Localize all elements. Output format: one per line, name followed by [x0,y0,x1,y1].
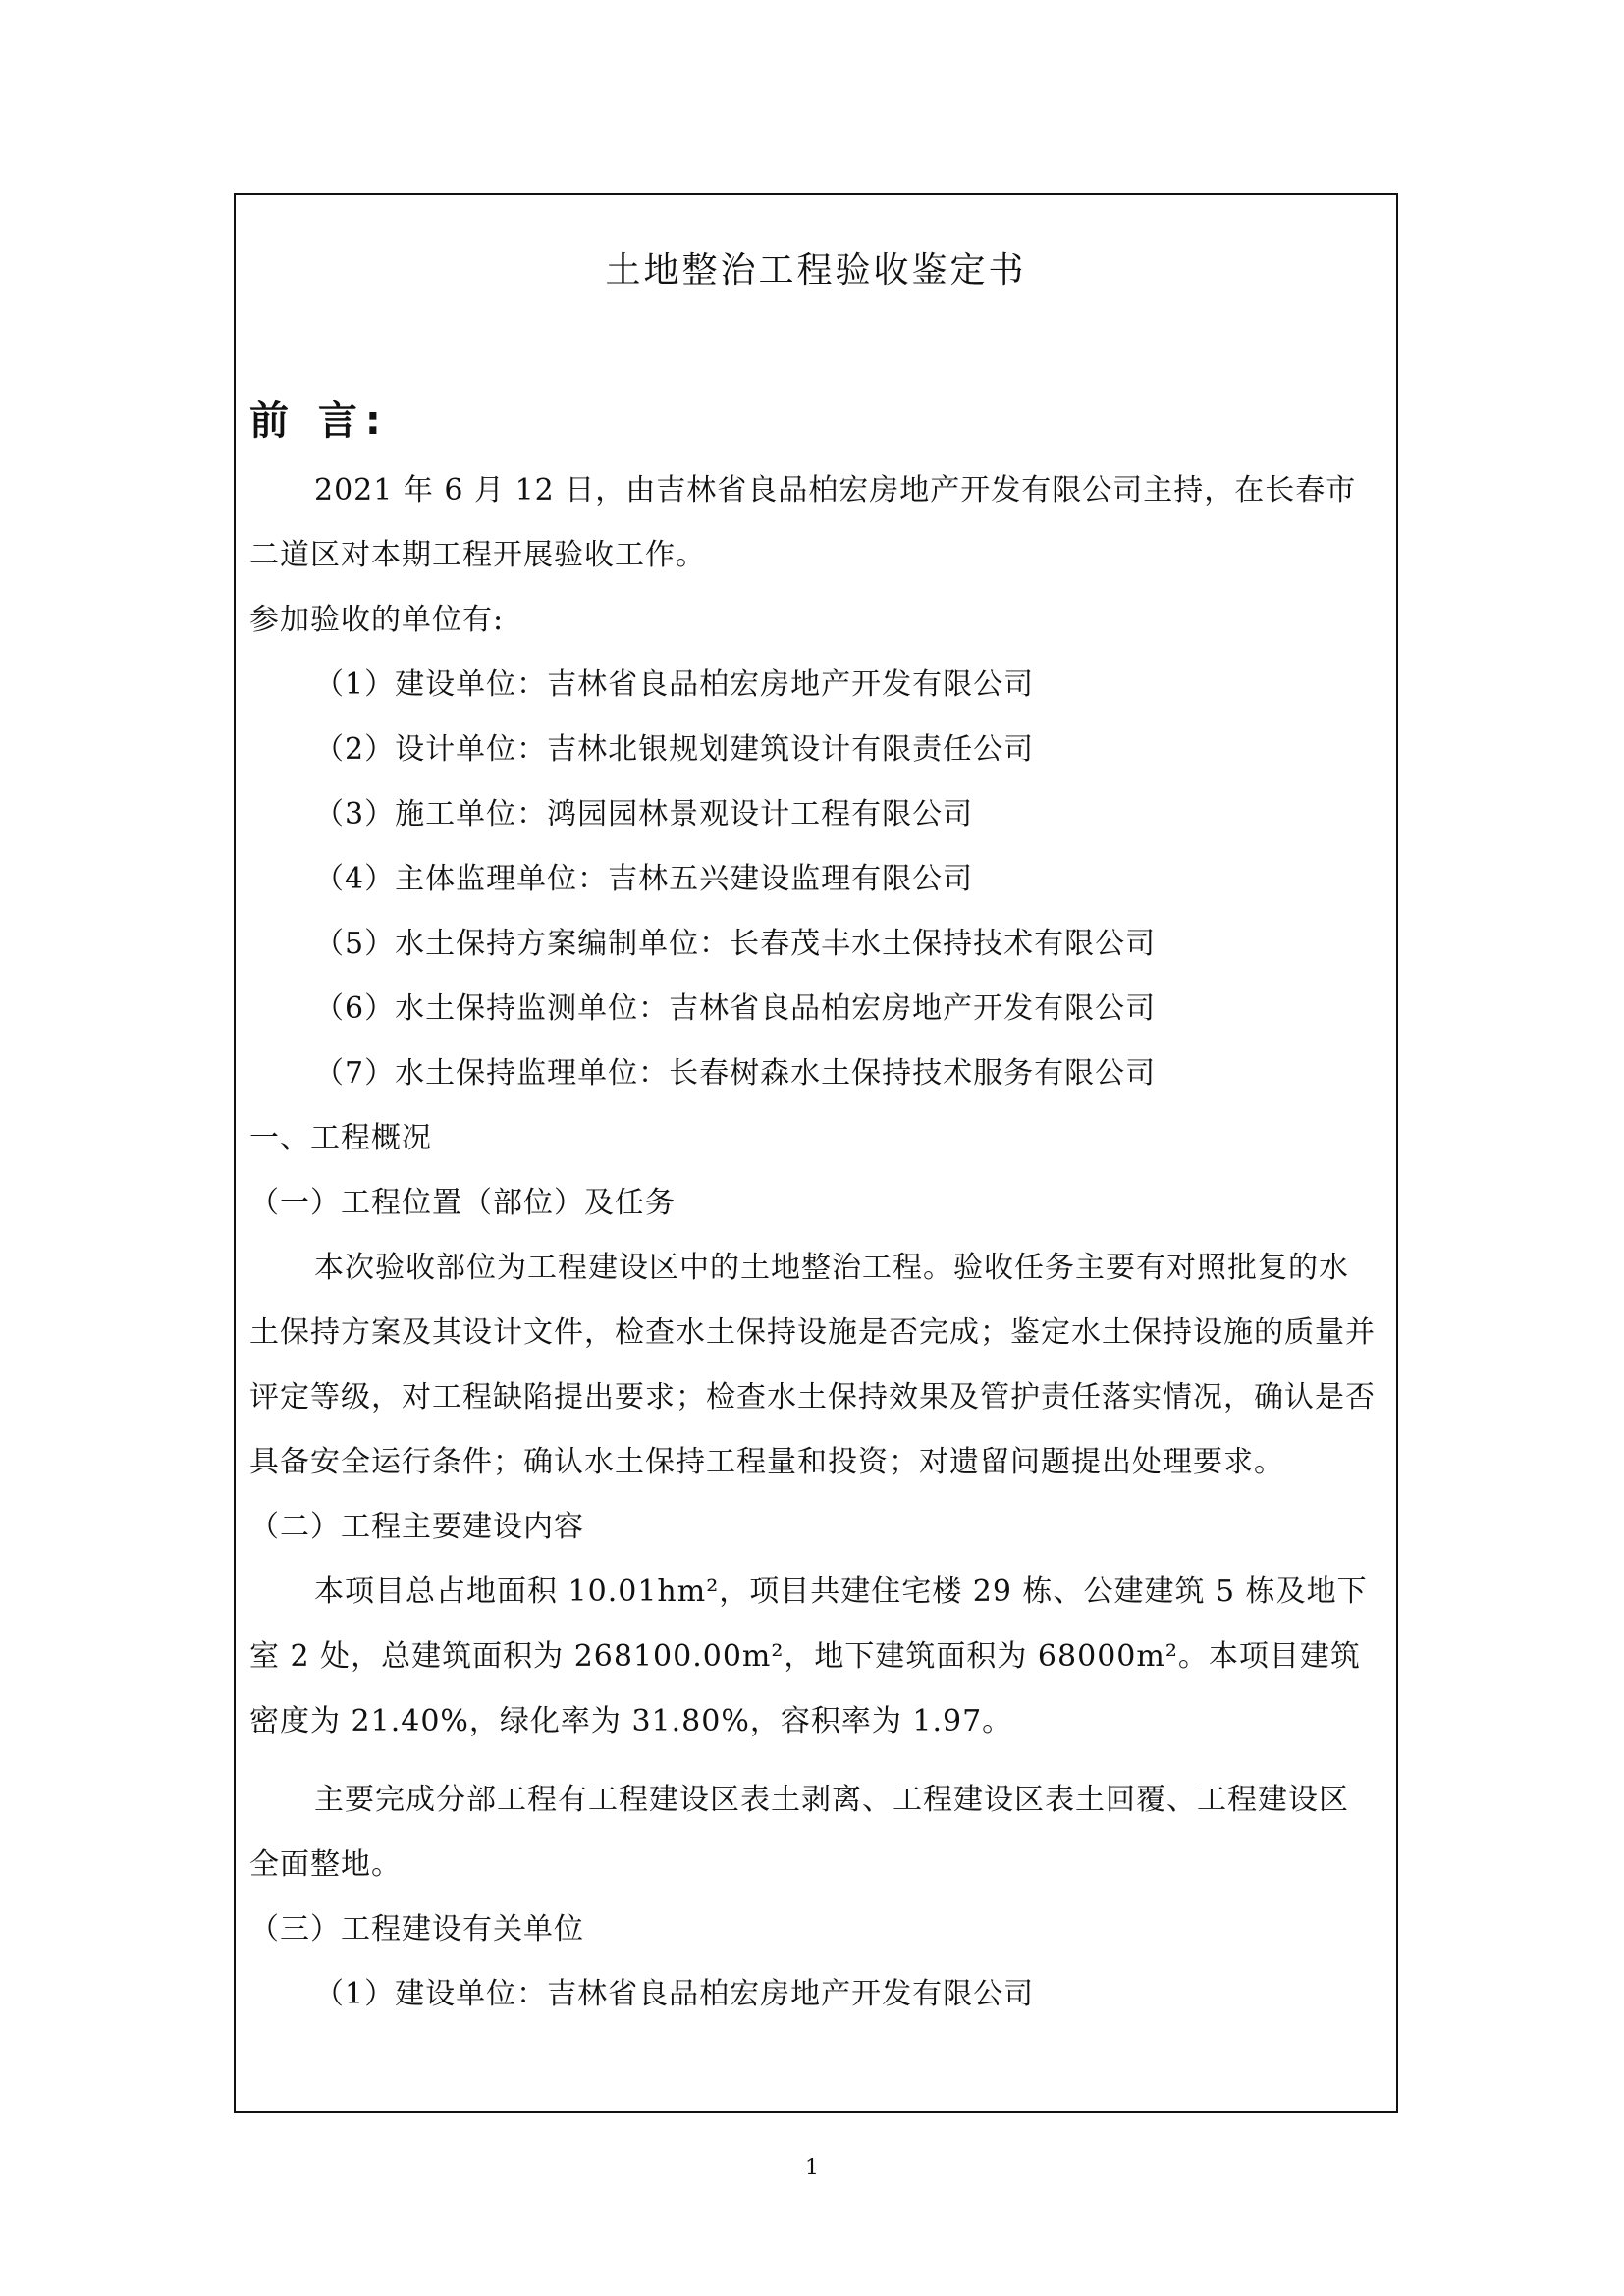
list-item-supervision-unit: （4）主体监理单位：吉林五兴建设监理有限公司 [314,862,974,896]
list-item-construction-unit: （1）建设单位：吉林省良品柏宏房地产开发有限公司 [314,667,1035,702]
paragraph-completed-works: 主要完成分部工程有工程建设区表土剥离、工程建设区表土回覆、工程建设区全面整地。 [249,1783,1349,1882]
paragraph-project-scale: 本项目总占地面积 10.01hm²，项目共建住宅楼 29 栋、公建建筑 5 栋及地下室 2 处，总建筑面积为 268100.00m²，地下建筑面积为 68000m²。本项目建筑密度为 21.40%，绿化率为 31.80%，容积率为 1.97。 [249,1575,1368,1738]
document-title: 土地整治工程验收鉴定书 [605,250,1027,291]
list-item-monitoring-unit: （6）水土保持监测单位：吉林省良品柏宏房地产开发有限公司 [314,991,1157,1026]
list-item-builder-unit: （3）施工单位：鸿园园林景观设计工程有限公司 [314,797,974,831]
paragraph-intro: 2021 年 6 月 12 日，由吉林省良品柏宏房地产开发有限公司主持，在长春市二道区对本期工程开展验收工作。 [249,473,1357,572]
subsection-heading-units: （三）工程建设有关单位 [249,1912,584,1947]
list-item-design-unit: （2）设计单位：吉林北银规划建筑设计有限责任公司 [314,732,1035,767]
paragraph-participants-heading: 参加验收的单位有: [249,603,505,637]
list-item-plan-unit: （5）水土保持方案编制单位：长春茂丰水土保持技术有限公司 [314,927,1157,961]
document-body [249,458,1379,2027]
list-item-construction-unit-repeat: （1）建设单位：吉林省良品柏宏房地产开发有限公司 [314,1977,1035,2011]
preface-heading: 前 言: [249,399,389,444]
subsection-heading-content: （二）工程主要建设内容 [249,1510,584,1544]
subsection-heading-location: （一）工程位置（部位）及任务 [249,1186,676,1220]
list-item-soil-supervision-unit: （7）水土保持监理单位：长春树森水土保持技术服务有限公司 [314,1056,1157,1091]
section-heading-overview: 一、工程概况 [249,1121,432,1155]
paragraph-tasks: 本次验收部位为工程建设区中的土地整治工程。验收任务主要有对照批复的水土保持方案及其设计文件，检查水土保持设施是否完成；鉴定水土保持设施的质量并评定等级，对工程缺陷提出要求；检查水土保持效果及管护责任落实情况，确认是否具备安全运行条件；确认水土保持工程量和投资；对遗留问题提出处理要求。 [249,1251,1376,1479]
document-frame [234,193,1398,2113]
page-number: 1 [805,2156,819,2180]
